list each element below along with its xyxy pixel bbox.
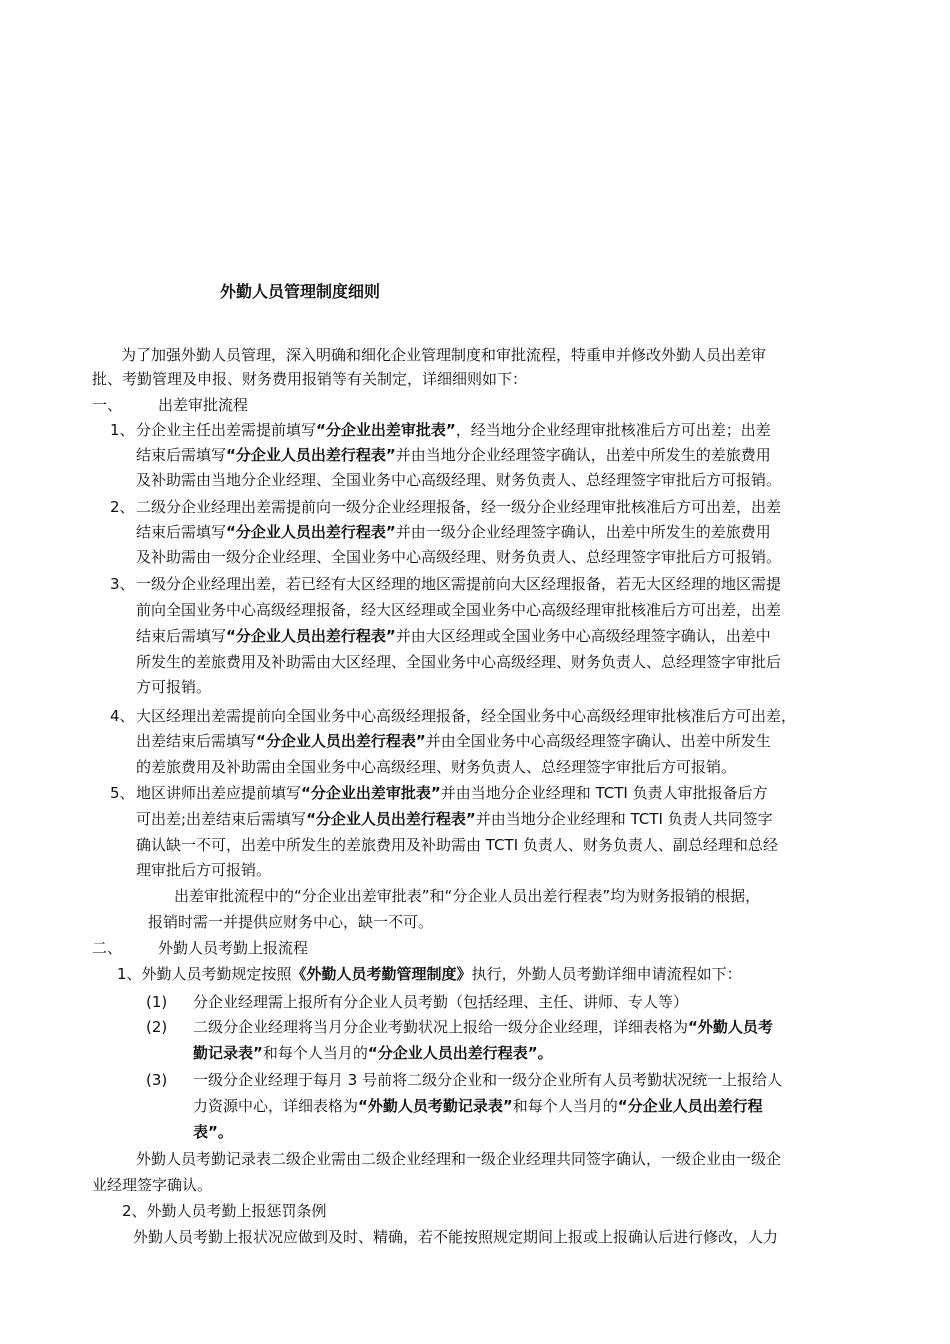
form-ref-trip-itinerary: “分企业人员出差行程: [617, 1097, 763, 1115]
item-5-line-2: 可出差;出差结束后需填写“分企业人员出差行程表”并由当地分企业经理和 TCTI 负责人共同签字: [136, 810, 773, 828]
item-3-line-1: 一级分企业经理出差，若已经有大区经理的地区需提前向大区经理报备，若无大区经理的地区需提: [136, 575, 782, 593]
item-3-line-5: 方可报销。: [136, 678, 212, 696]
item-1-line-1: 分企业主任出差需提前填写“分企业出差审批表”，经当地分企业经理审批核准后方可出差；出差: [136, 421, 771, 439]
sub-item-3-line-1: 一级分企业经理于每月 3 号前将二级分企业和一级分企业所有人员考勤状况统一上报给人: [193, 1071, 783, 1089]
section-2-para-2-line-1: 外勤人员考勤记录表二级企业需由二级企业经理和一级企业经理共同签字确认，一级企业由一级企: [136, 1150, 782, 1168]
item-3-line-4: 所发生的差旅费用及补助需由大区经理、全国业务中心高级经理、财务负责人、总经理签字审批后: [136, 653, 782, 671]
section-2-para-4: 外勤人员考勤上报状况应做到及时、精确，若不能按照规定期间上报或上报确认后进行修改，人力: [133, 1228, 779, 1246]
form-ref-trip-approval: “分企业出差审批表”: [316, 421, 456, 439]
item-5-line-3: 确认缺一不可，出差中所发生的差旅费用及补助需由 TCTI 负责人、财务负责人、副总经理和总经: [136, 836, 778, 854]
sub-item-3-line-2: 力资源中心，详细表格为“外勤人员考勤记录表”和每个人当月的“分企业人员出差行程: [193, 1097, 763, 1115]
section-2-para-2-line-2: 业经理签字确认。: [92, 1176, 213, 1194]
sub-item-3-line-3: 表”。: [193, 1123, 233, 1141]
form-ref-trip-itinerary: “分企业人员出差行程表”: [306, 810, 476, 828]
form-ref-trip-itinerary: “分企业人员出差行程表”: [226, 523, 396, 541]
item-4-line-2: 出差结束后需填写“分企业人员出差行程表”并由全国业务中心高级经理签字确认、出差中所发生: [136, 732, 771, 750]
intro-line-2: 批、考勤管理及申报、财务费用报销等有关制定，详细细则如下：: [92, 370, 528, 388]
form-ref-attendance-record: “外勤人员考: [688, 1018, 773, 1036]
item-2-number: 2、: [110, 498, 135, 516]
document-title: 外勤人员管理制度细则: [219, 282, 380, 301]
item-5-line-4: 理审批后方可报销。: [136, 861, 272, 879]
sub-item-3-number: (3): [146, 1071, 168, 1089]
sub-item-2-number: (2): [146, 1018, 168, 1036]
section-1-number: 一、: [92, 396, 123, 414]
sub-item-1-number: (1): [146, 993, 168, 1011]
item-5-line-1: 地区讲师出差应提前填写“分企业出差审批表”并由当地分企业经理和 TCTI 负责人审批报备后方: [136, 784, 768, 802]
item-1-line-3: 及补助需由当地分企业经理、全国业务中心高级经理、财务负责人、总经理签字审批后方可报销。: [136, 471, 782, 489]
section-1-heading: 出差审批流程: [158, 396, 249, 414]
form-ref-trip-approval: “分企业出差审批表”: [301, 784, 441, 802]
doc-ref-attendance-policy: 《外勤人员考勤管理制度》: [291, 965, 472, 983]
section-1-note-line-2: 报销时需一并提供应财务中心，缺一不可。: [148, 913, 434, 931]
form-ref-trip-itinerary: “分企业人员出差行程表”: [256, 732, 426, 750]
item-1-line-2: 结束后需填写“分企业人员出差行程表”并由当地分企业经理签字确认，出差中所发生的差旅费用: [136, 446, 771, 464]
item-1-number: 1、: [110, 421, 135, 439]
section-2-subheading-penalty: 2、外勤人员考勤上报惩罚条例: [122, 1202, 327, 1220]
item-4-line-1: 大区经理出差需提前向全国业务中心高级经理报备，经全国业务中心高级经理审批核准后方可出差，: [136, 707, 797, 725]
section-2-number: 二、: [92, 939, 123, 957]
item-5-number: 5、: [110, 784, 135, 802]
section-2-para-1: 1、外勤人员考勤规定按照《外勤人员考勤管理制度》执行，外勤人员考勤详细申请流程如下：: [117, 965, 742, 983]
form-ref-trip-itinerary: “分企业人员出差行程表”: [226, 446, 396, 464]
form-ref-attendance-record: “外勤人员考勤记录表”: [358, 1097, 513, 1115]
form-ref-trip-itinerary: “分企业人员出差行程表”: [226, 627, 396, 645]
section-2-heading: 外勤人员考勤上报流程: [158, 939, 309, 957]
item-2-line-1: 二级分企业经理出差需提前向一级分企业经理报备，经一级分企业经理审批核准后方可出差，出差: [136, 498, 782, 516]
sub-item-2-line-2: 勤记录表”和每个人当月的“分企业人员出差行程表”。: [193, 1044, 553, 1062]
item-2-line-3: 及补助需由一级分企业经理、全国业务中心高级经理、财务负责人、总经理签字审批后方可报销。: [136, 548, 782, 566]
item-3-line-2: 前向全国业务中心高级经理报备，经大区经理或全国业务中心高级经理审批核准后方可出差，出差: [136, 601, 782, 619]
item-4-line-3: 的差旅费用及补助需由全国业务中心高级经理、财务负责人、总经理签字审批后方可报销。: [136, 758, 737, 776]
sub-item-2-line-1: 二级分企业经理将当月分企业考勤状况上报给一级分企业经理，详细表格为“外勤人员考: [193, 1018, 773, 1036]
item-3-number: 3、: [110, 575, 135, 593]
section-1-note-line-1: 出差审批流程中的“分企业出差审批表”和“分企业人员出差行程表”均为财务报销的根据，: [174, 887, 761, 905]
item-2-line-2: 结束后需填写“分企业人员出差行程表”并由一级分企业经理签字确认，出差中所发生的差旅费用: [136, 523, 771, 541]
item-4-number: 4、: [110, 707, 135, 725]
intro-line-1: 为了加强外勤人员管理，深入明确和细化企业管理制度和审批流程，特重申并修改外勤人员出差审: [121, 346, 767, 364]
sub-item-1-line-1: 分企业经理需上报所有分企业人员考勤（包括经理、主任、讲师、专人等）: [193, 993, 689, 1011]
item-3-line-3: 结束后需填写“分企业人员出差行程表”并由大区经理或全国业务中心高级经理签字确认，出差中: [136, 627, 771, 645]
form-ref-trip-itinerary: “分企业人员出差行程表”。: [367, 1044, 553, 1062]
